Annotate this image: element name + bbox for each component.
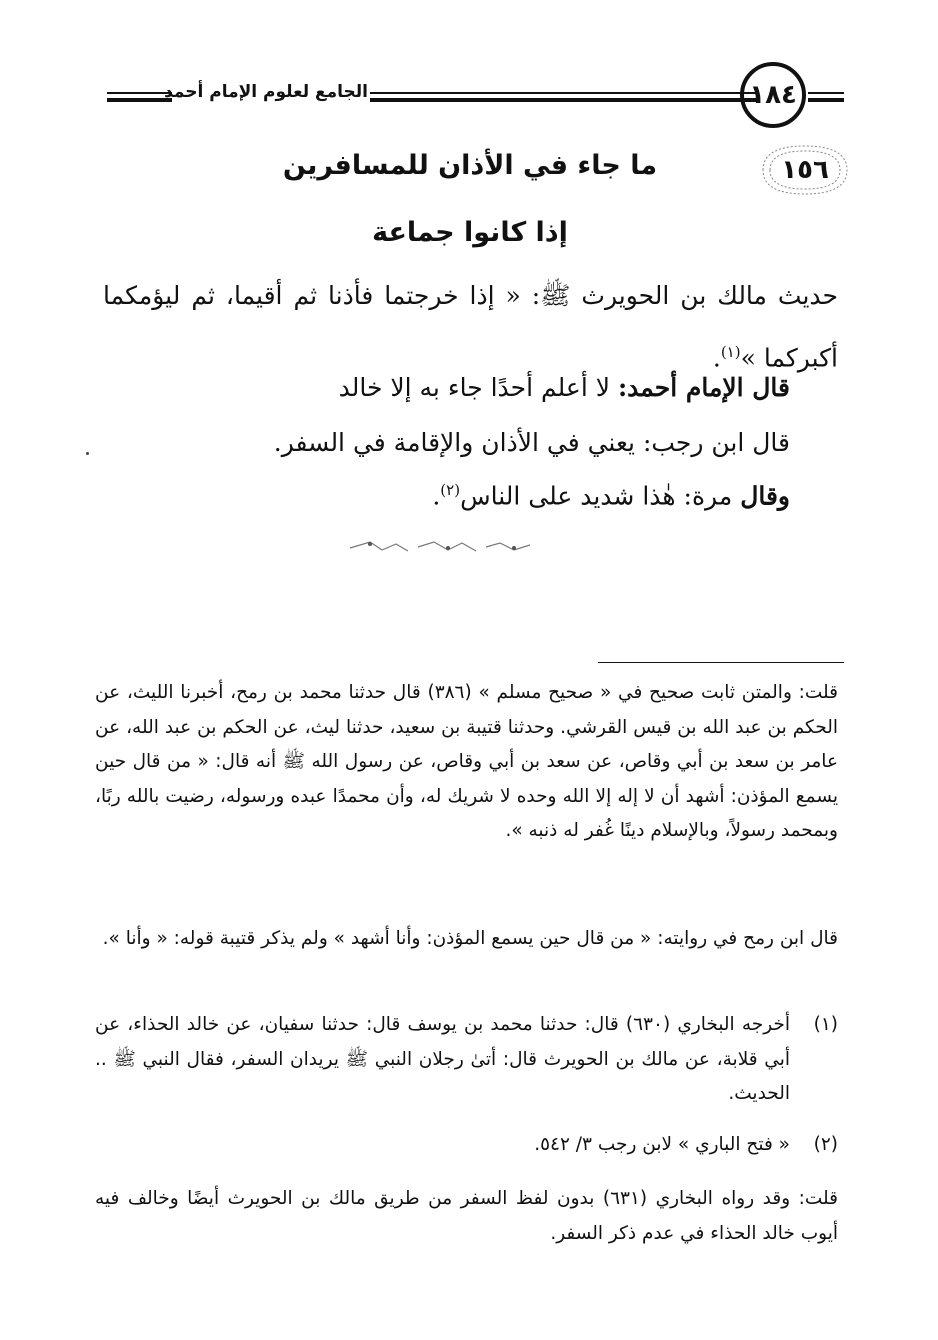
header-rule-right [808, 92, 844, 102]
statement-text: مرة: هٰذا شديد على الناس [460, 481, 741, 511]
footnote-2 [95, 1128, 838, 1163]
footnote-number: (١) [813, 1014, 838, 1035]
statement-text: لا أعلم أحدًا جاء به إلا خالد [338, 373, 618, 402]
footnote-note-paragraph-2: قال ابن رمح في روايته: « من قال حين يسمع المؤذن: وأنا أشهد » ولم يذكر قتيبة قوله: « وأنا ». [102, 928, 838, 949]
page-number: ١٨٤ [749, 80, 797, 110]
imam-ahmad-statement [339, 373, 790, 402]
speaker-label: وقال [740, 481, 790, 511]
header-rule-left [107, 92, 172, 102]
chapter-title-line-2: إذا كانوا جماعة [372, 217, 568, 248]
running-title: الجامع لعلوم الإمام أحمد [164, 82, 368, 102]
footnote-note-paragraph-1: قلت: والمتن ثابت صحيح في « صحيح مسلم » (٣٨٦) قال حدثنا محمد بن رمح، أخبرنا الليث، عن الحكم بن عبد الله بن قيس القرشي. وحدثنا قتيبة بن سعيد، حدثنا ليث، عن الحكم بن عبد الله، عن عامر بن سعد بن أبي وقاص، عن سعد بن أبي وقاص، عن رسول الله ﷺ أنه قال: « من قال حين يسمع المؤذن: أشهد أن لا إله إلا الله وحده لا شريك له، وأن محمدًا عبده ورسوله، رضيت بالله ربًا، وبمحمد رسولاً، وبالإسلام دينًا غُفر له ذنبه ». [95, 682, 838, 841]
footnote-number: (٢) [813, 1134, 838, 1155]
footnote-note-paragraph-3: قلت: وقد رواه البخاري (٦٣١) بدون لفظ السفر من طريق مالك بن الحويرث أيضًا وخالف فيه أيوب خالد الحذاء في عدم ذكر السفر. [95, 1188, 838, 1244]
footnote-separator-rule [598, 662, 844, 663]
scan-speck [86, 452, 89, 455]
header-rule-middle [370, 92, 758, 102]
section-separator-ornament [330, 538, 550, 558]
ibn-rajab-comment: قال ابن رجب: يعني في الأذان والإقامة في السفر. [273, 428, 790, 457]
chapter-title-line-1: ما جاء في الأذان للمسافرين [282, 150, 658, 181]
footnote-ref-2[interactable]: (٢) [440, 481, 461, 499]
footnote-text: أخرجه البخاري (٦٣٠) قال: حدثنا محمد بن يوسف قال: حدثنا سفيان، عن خالد الحذاء، عن أبي قلابة، عن مالك بن الحويرث قال: أتىٰ رجلان النبي ﷺ يريدان السفر، فقال النبي ﷺ .. الحديث. [95, 1014, 791, 1104]
second-statement: وقال مرة: هٰذا شديد على الناس$^{(٢)}$. [432, 481, 790, 511]
chapter-number: ١٥٦ [781, 155, 829, 185]
speaker-label: قال الإمام أحمد: [617, 373, 790, 402]
hadith-text: حديث مالك بن الحويرث ﷺ: « إذا خرجتما فأذنا ثم أقيما، ثم ليؤمكما أكبركما » [103, 281, 838, 373]
footnote-1 [95, 1008, 838, 1112]
footnote-text: « فتح الباري » لابن رجب ٣/ ٥٤٢. [534, 1134, 790, 1155]
footnote-ref-1[interactable]: (١) [720, 343, 741, 361]
hadith-paragraph: حديث مالك بن الحويرث ﷺ: « إذا خرجتما فأذنا ثم أقيما، ثم ليؤمكما أكبركما »$^{(١)}$. [103, 281, 838, 373]
